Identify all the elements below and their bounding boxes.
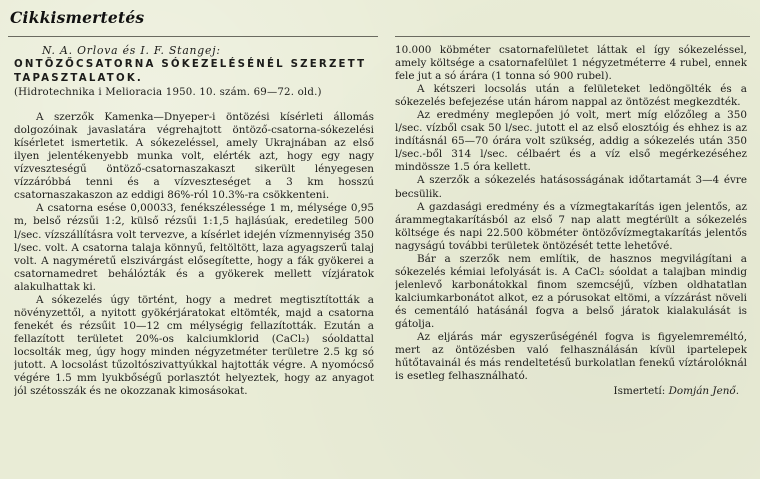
right-column — [395, 44, 747, 474]
header-rule-right — [395, 36, 750, 37]
reviewer-line — [395, 385, 747, 398]
paragraph: A csatorna esése 0,00033, fenékszélessége 1 m, mélysége 0,95 m, belső rézsűi 1:2, külső rézsűi 1:1,5 hajlásúak, eredetileg 500 l/sec. vízszállításra volt tervezve, a kísérlet idején vízmennyiség 350 l/sec. volt. A csatorna talaja könnyű, feltöltött, laza agyagszerű talaj volt. A nagyméretű elszivárgást elősegítette, hogy a fák gyökerei a csatornamedret behálózták és a gyökerek mellett vízjáratok alakulhattak ki. — [14, 202, 374, 293]
section-title: Cikkismertetés — [10, 8, 145, 27]
paragraph: A szerzők a sókezelés hatásosságának időtartamát 3—4 évre becsülik. — [395, 174, 747, 200]
paragraph: A sókezelés úgy történt, hogy a medret megtisztították a növényzettől, a nyitott gyökérjáratokat eltömték, majd a csatorna fenekét és rézsűit 10—12 cm mélységig fellazították. Ezután a fellazított területet 20%-os kalciumklorid (CaCl₂) sóoldattal locsolták meg, úgy hogy minden négyzetméter területre 2.5 kg só jutott. A locsolást tűzoltószivattyúkkal hajtották végre. A nyomócső végére 1.5 mm lyukbőségű porlasztót helyeztek, hogy az anyagot jól szétosszák és ne okozzanak kimosásokat. — [14, 293, 374, 398]
reviewer-name: Domján Jenő. — [668, 385, 739, 398]
paragraph: A kétszeri locsolás után a felületeket ledöngölték és a sókezelés befejezése után három nappal az öntözést megkezdték. — [395, 83, 747, 109]
left-column — [14, 44, 374, 474]
article-authors: N. A. Orlova és I. F. Stangej: — [42, 44, 221, 57]
header-rule-left — [8, 36, 378, 37]
reviewer-label: Ismertetí: — [613, 385, 666, 398]
paragraph: Bár a szerzők nem említik, de hasznos megvilágítani a sókezelés kémiai lefolyását is. A CaCl₂ sóoldat a talajban mindig jelenlevő karbonátokkal finom szemcséjű, vízben oldhatatlan kalciumkarbonátot alkot, ez a pórusokat eltömi, a vízzárást növeli és cementáló hatásánál fogva a belső járatok kialakulását is gátolja. — [395, 252, 747, 330]
article-source: (Hidrotechnika i Melioracia 1950. 10. szám. 69—72. old.) — [14, 87, 322, 99]
paragraph: 10.000 köbméter csatornafelületet láttak el így sókezeléssel, amely költsége a csatornafelület 1 négyzetméterre 4 rubel, ennek fele jut a só árára (1 tonna só 900 rubel). — [395, 44, 747, 83]
paragraph: Az eljárás már egyszerűségénél fogva is figyelemreméltó, mert az öntözésben való felhasználásán kívül ipartelepek hűtőtavainál és más rendeltetésű burkolatlan fenekű víztárolóknál is esetleg felhasználható. — [395, 331, 747, 383]
paragraph: A gazdasági eredmény és a vízmegtakarítás igen jelentős, az árammegtakarításból az első 7 nap alatt megtérült a sókezelés költsége és napi 22.500 köbméter öntözővízmegtakarítás jelentős nagyságú további területek öntözését tette lehetővé. — [395, 200, 747, 252]
paragraph: A szerzők Kamenka—Dnyeper-i öntözési kísérleti állomás dolgozóinak javaslatára végrehajtott öntöző-csatorna-sókezelési kísérletet ismertetik. A sókezeléssel, amely Ukrajnában az első ilyen jelentékenyebb munka volt, elérték azt, hogy egy nagy vízveszteségű öntöző-csatornaszakaszt sikerült lényegesen vízzáróbbá tenni és a vízveszteséget a 3 km hosszú csatornaszakaszon az eddigi 86%-ról 10.3%-ra csökkenteni. — [14, 111, 374, 202]
paragraph: Az eredmény meglepően jó volt, mert míg előzőleg a 350 l/sec. vízből csak 50 l/sec. jutott el az első elosztóig és ehhez is az indításnál 65—70 órára volt szükség, addig a sókezelés után 350 l/sec.-ből 314 l/sec. célbaért és a víz első megérkezéséhez mindössze 1.5 óra kellett. — [395, 109, 747, 174]
article-title: ONTÖZŐCSATORNA SÓKEZELÉSÉNÉL SZERZETT TAPASZTALATOK. — [14, 59, 367, 84]
